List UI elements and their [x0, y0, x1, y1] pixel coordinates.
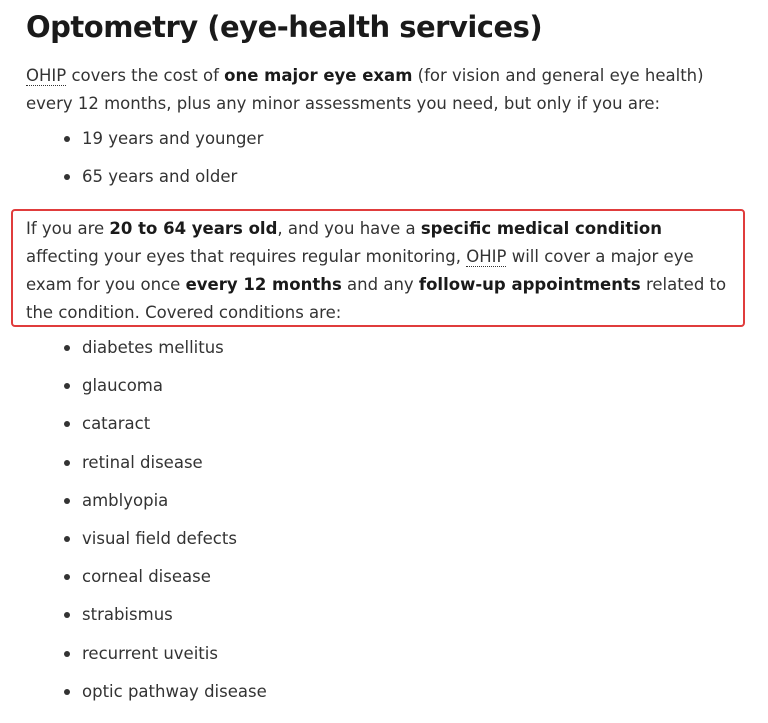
highlight-text-4: will cover a major eye exam for you once: [26, 247, 694, 294]
list-item: optic pathway disease: [82, 681, 267, 719]
list-item: strabismus: [82, 604, 267, 642]
list-item: recurrent uveitis: [82, 643, 267, 681]
highlight-bold-age: 20 to 64 years old: [109, 219, 278, 238]
intro-paragraph: [26, 62, 746, 118]
list-item: cataract: [82, 413, 267, 451]
list-item: 65 years and older: [82, 166, 263, 204]
ohip-abbreviation[interactable]: OHIP: [466, 247, 507, 266]
highlight-text-1: If you are: [26, 219, 110, 238]
highlight-bold-condition: specific medical condition: [420, 219, 662, 238]
conditions-list: [82, 337, 267, 719]
list-item: 19 years and younger: [82, 128, 263, 166]
list-item: amblyopia: [82, 490, 267, 528]
list-item: corneal disease: [82, 566, 267, 604]
list-item: glaucoma: [82, 375, 267, 413]
highlight-text-5: and any: [341, 275, 419, 294]
highlight-bold-frequency: every 12 months: [185, 275, 342, 294]
highlight-text-6: related to the condition. Covered conditions are:: [26, 275, 727, 322]
intro-bold-exam: one major eye exam: [224, 66, 413, 85]
list-item: retinal disease: [82, 452, 267, 490]
highlight-text-2: , and you have a: [277, 219, 421, 238]
ohip-abbreviation[interactable]: OHIP: [26, 66, 67, 85]
list-item: visual field defects: [82, 528, 267, 566]
highlight-text-3: affecting your eyes that requires regular monitoring,: [26, 247, 467, 266]
list-item: diabetes mellitus: [82, 337, 267, 375]
intro-text-1: covers the cost of: [66, 66, 225, 85]
highlight-bold-followup: follow-up appointments: [418, 275, 641, 294]
intro-text-2: (for vision and general eye health) every 12 months, plus any minor assessments you need, but only if you are:: [26, 66, 704, 113]
age-group-list: [82, 128, 263, 204]
page-title: Optometry (eye-health services): [26, 10, 543, 44]
highlight-paragraph: [26, 215, 738, 327]
